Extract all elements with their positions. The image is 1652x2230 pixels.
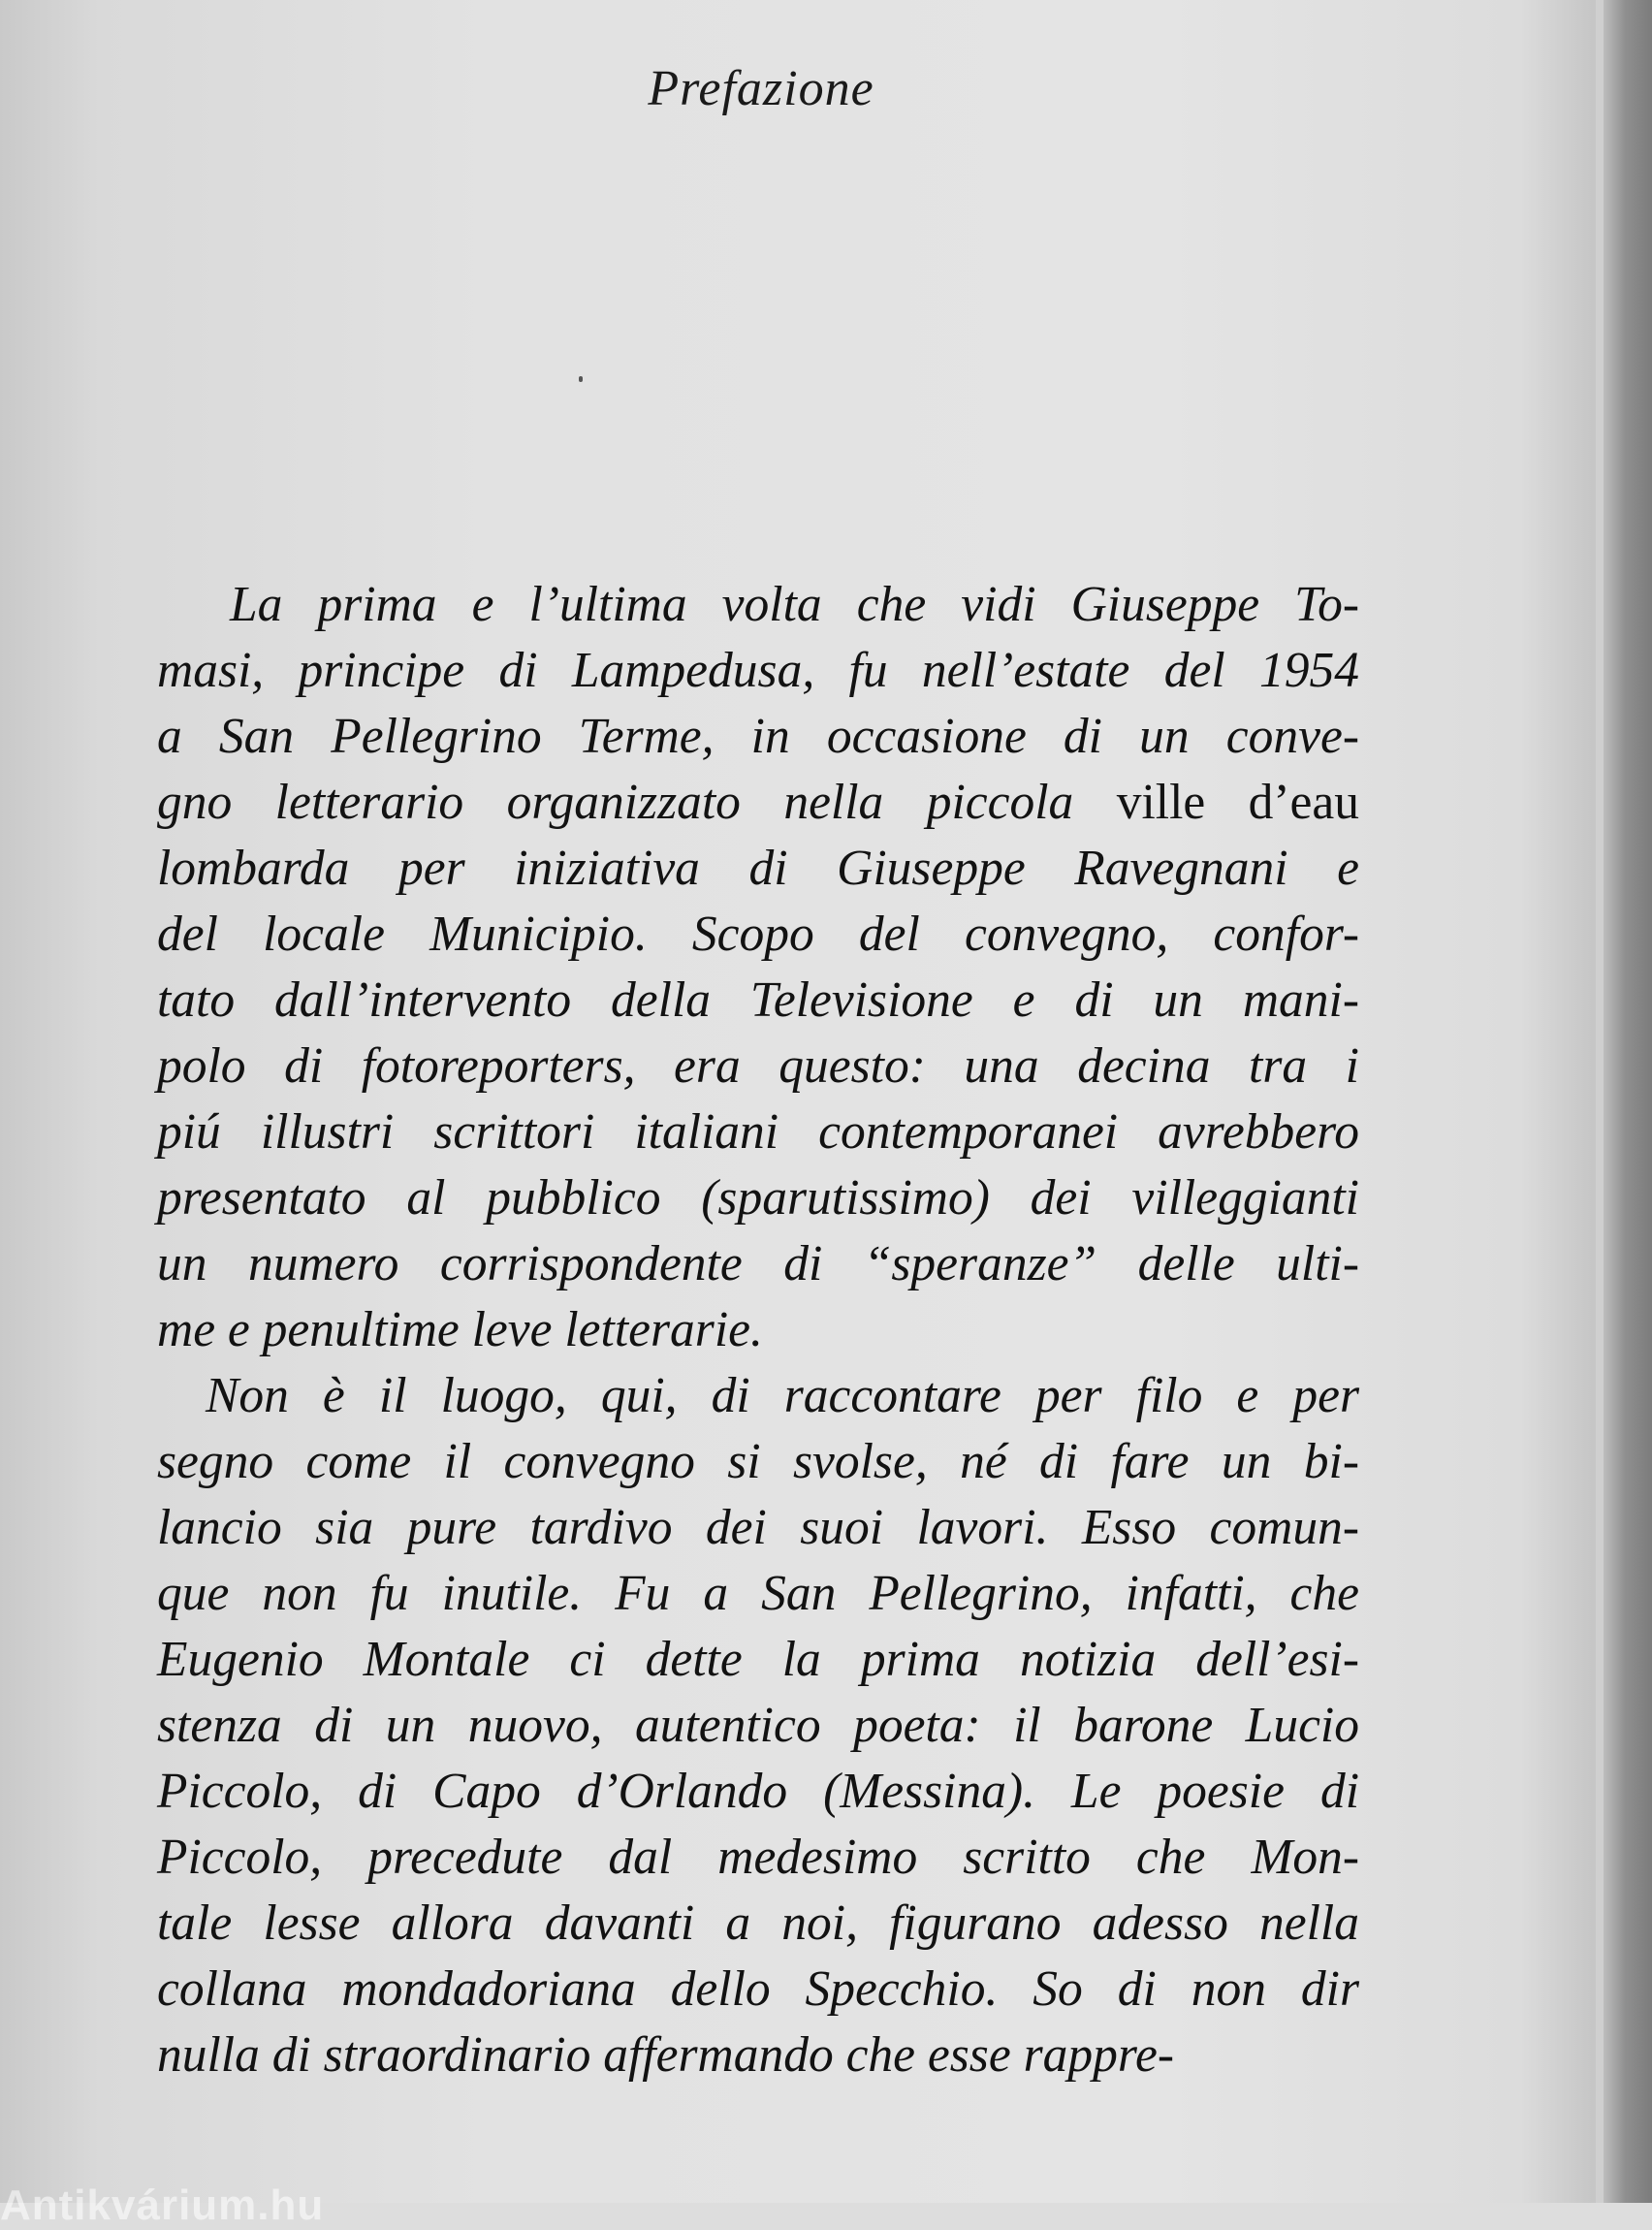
text-segment: segno come il convegno si svolse, né di fare un bi-	[157, 1434, 1359, 1489]
text-line	[157, 572, 1359, 638]
text-line	[157, 1363, 1359, 1429]
text-segment: un numero corrispondente di “speranze” delle ulti-	[157, 1236, 1359, 1291]
text-line	[157, 638, 1359, 704]
text-line	[157, 770, 1359, 836]
paragraph	[157, 572, 1359, 1363]
text-line	[157, 1165, 1359, 1231]
text-segment: La prima e l’ultima volta che vidi Giuseppe To-	[230, 577, 1359, 632]
text-line	[157, 1891, 1359, 1957]
text-segment: presentato al pubblico (sparutissimo) dei villeggianti	[157, 1170, 1359, 1226]
text-line	[157, 1495, 1359, 1561]
text-segment: Eugenio Montale ci dette la prima notizia dell’esi-	[157, 1632, 1359, 1687]
text-line	[157, 1297, 1359, 1363]
running-header: Prefazione	[648, 61, 874, 116]
text-line	[157, 1627, 1359, 1693]
text-line	[157, 2023, 1359, 2088]
page-speck	[579, 376, 583, 382]
body-text	[157, 572, 1359, 2088]
watermark: Antikvárium.hu	[0, 2182, 325, 2229]
text-segment: tale lesse allora davanti a noi, figurano adesso nella	[157, 1896, 1359, 1951]
text-segment: masi, principe di Lampedusa, fu nell’estate del 1954	[157, 643, 1359, 698]
page-edge-shadow	[1596, 0, 1604, 2203]
text-line	[157, 1957, 1359, 2023]
text-segment: Non è il luogo, qui, di raccontare per filo e per	[206, 1368, 1359, 1423]
text-line	[157, 704, 1359, 770]
text-segment: lombarda per iniziativa di Giuseppe Ravegnani e	[157, 841, 1359, 896]
page-edge	[1604, 0, 1652, 2203]
text-line	[157, 1759, 1359, 1825]
text-segment: del locale Municipio. Scopo del convegno, confor-	[157, 907, 1359, 962]
text-line	[157, 1693, 1359, 1759]
text-segment: Piccolo, precedute dal medesimo scritto che Mon-	[157, 1830, 1359, 1885]
text-line	[157, 1825, 1359, 1891]
text-line	[157, 968, 1359, 1034]
text-segment: tato dall’intervento della Televisione e di un mani-	[157, 972, 1359, 1028]
text-segment: Piccolo, di Capo d’Orlando (Messina). Le poesie di	[157, 1764, 1359, 1819]
text-segment: stenza di un nuovo, autentico poeta: il barone Lucio	[157, 1698, 1359, 1753]
text-segment: piú illustri scrittori italiani contemporanei avrebbero	[157, 1104, 1359, 1160]
paragraph	[157, 1363, 1359, 2088]
text-line	[157, 1099, 1359, 1165]
text-segment: gno letterario organizzato nella piccola	[157, 775, 1117, 830]
text-line	[157, 1034, 1359, 1099]
text-segment: polo di fotoreporters, era questo: una decina tra i	[157, 1038, 1359, 1094]
text-segment: collana mondadoriana dello Specchio. So di non dir	[157, 1961, 1359, 2017]
text-segment: lancio sia pure tardivo dei suoi lavori. Esso comun-	[157, 1500, 1359, 1555]
text-line	[157, 1561, 1359, 1627]
text-segment: que non fu inutile. Fu a San Pellegrino, infatti, che	[157, 1566, 1359, 1621]
text-line	[157, 902, 1359, 968]
text-segment: ville d’eau	[1116, 775, 1360, 830]
text-line	[157, 1231, 1359, 1297]
text-segment: nulla di straordinario affermando che esse rappre-	[157, 2027, 1175, 2083]
text-segment: me e penultime leve letterarie.	[157, 1302, 763, 1357]
text-line	[157, 836, 1359, 902]
text-segment: a San Pellegrino Terme, in occasione di un conve-	[157, 709, 1359, 764]
text-line	[157, 1429, 1359, 1495]
